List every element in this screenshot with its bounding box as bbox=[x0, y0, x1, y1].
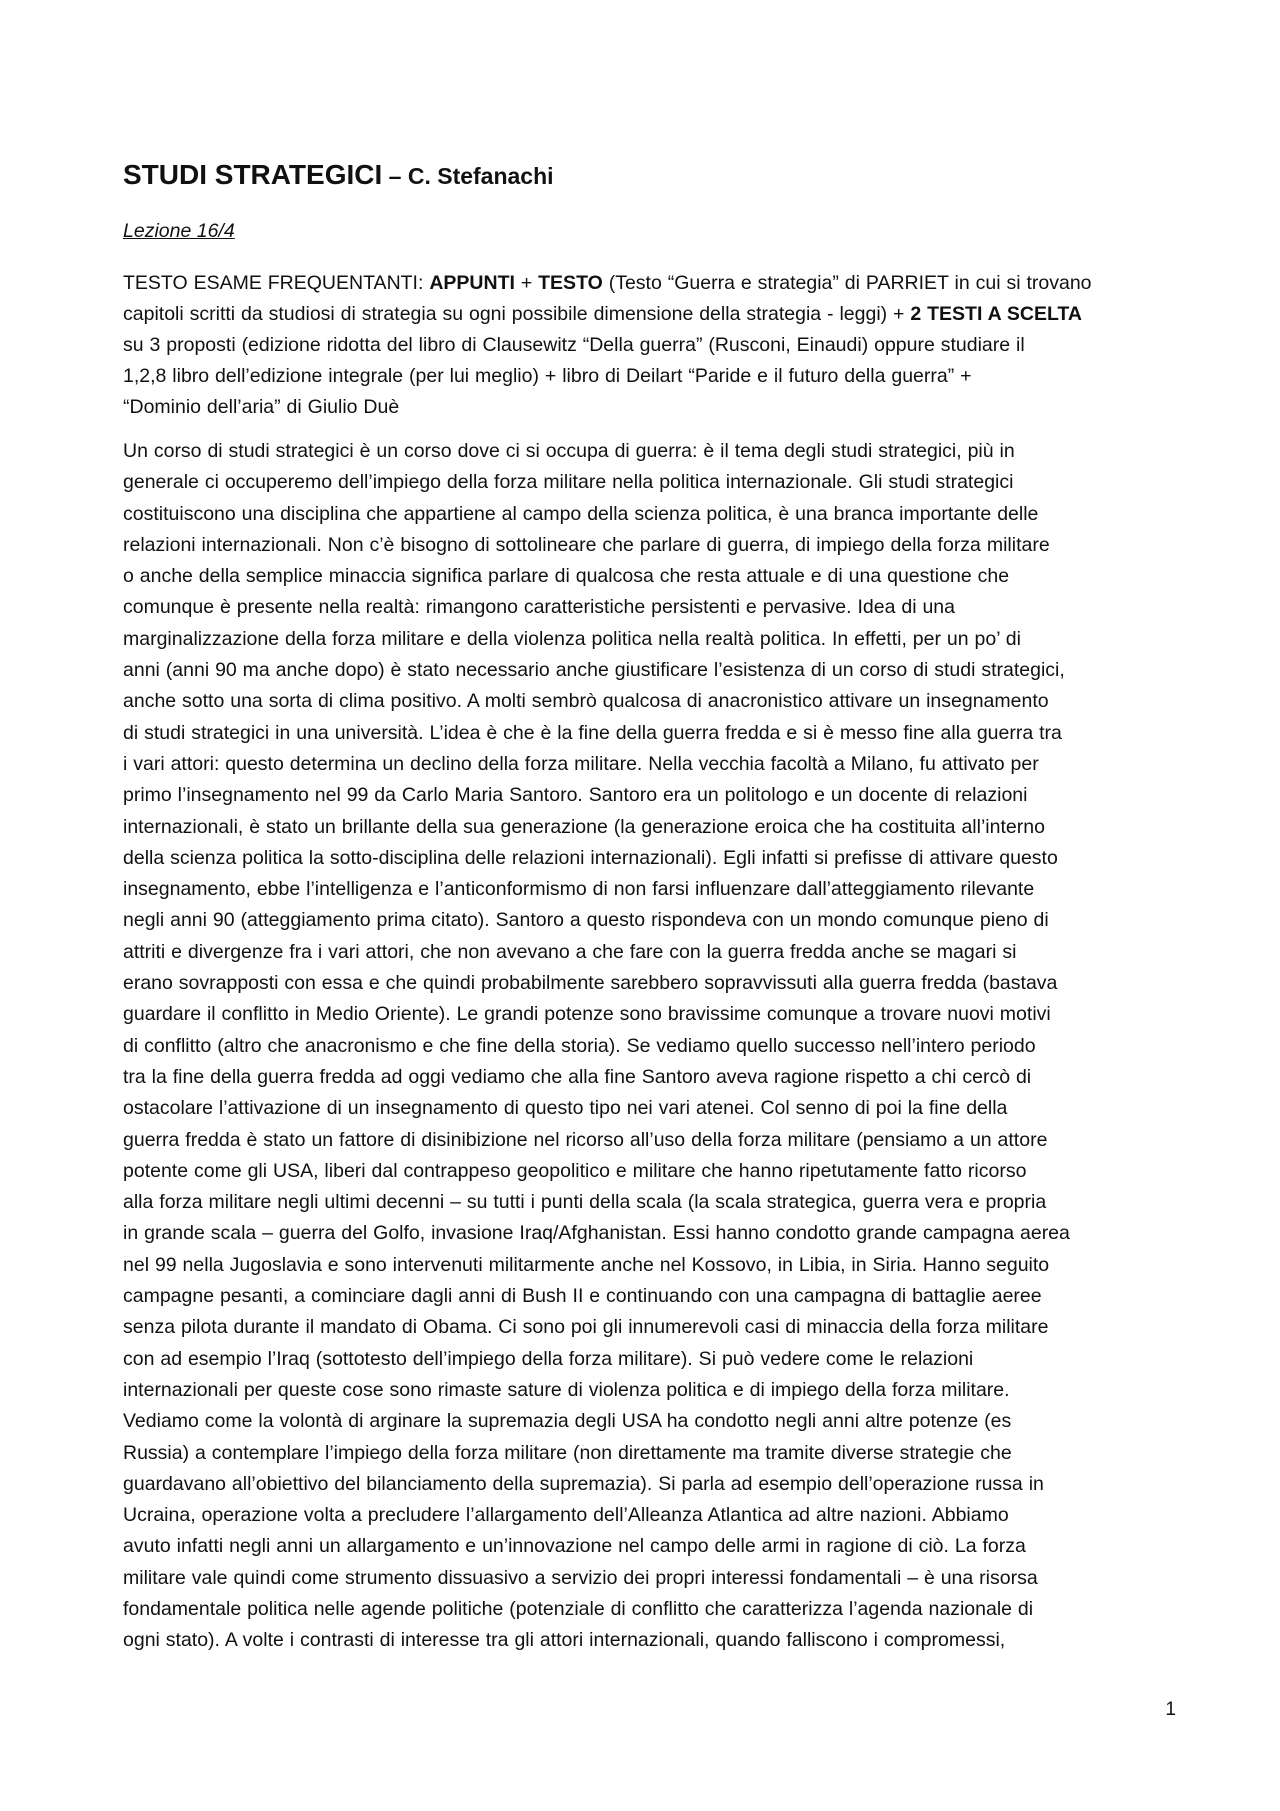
body-line: avuto infatti negli anni un allargamento e un’innovazione nel campo delle armi in ragione di ciò. La forza bbox=[123, 1535, 1026, 1558]
body-line: primo l’insegnamento nel 99 da Carlo Maria Santoro. Santoro era un politologo e un docente di relazioni bbox=[123, 784, 1028, 807]
body-paragraph bbox=[123, 436, 1173, 1657]
body-line: anni (anni 90 ma anche dopo) è stato necessario anche giustificare l’esistenza di un corso di studi strategici, bbox=[123, 659, 1065, 682]
page-number: 1 bbox=[1165, 1699, 1176, 1720]
exam-text-plus: + bbox=[514, 272, 539, 294]
exam-text-intro: TESTO ESAME FREQUENTANTI: bbox=[123, 272, 430, 294]
exam-texts-paragraph bbox=[123, 268, 1173, 423]
exam-line-4: 1,2,8 libro dell’edizione integrale (per lui meglio) + libro di Deilart “Paride e il futuro della guerra” + bbox=[123, 365, 972, 387]
body-line: comunque è presente nella realtà: rimangono caratteristiche persistenti e pervasive. Idea di una bbox=[123, 596, 955, 619]
body-line: militare vale quindi come strumento dissuasivo a servizio dei propri interessi fondamentali – è una risorsa bbox=[123, 1566, 1038, 1589]
body-line: alla forza militare negli ultimi decenni – su tutti i punti della scala (la scala strategica, guerra vera e propria bbox=[123, 1191, 1047, 1214]
body-line: guardavano all’obiettivo del bilanciamento della supremazia). Si parla ad esempio dell’operazione russa in bbox=[123, 1472, 1044, 1495]
body-line: Un corso di studi strategici è un corso dove ci si occupa di guerra: è il tema degli studi strategici, più in bbox=[123, 440, 1015, 462]
body-line: ostacolare l’attivazione di un insegnamento di questo tipo nei vari atenei. Col senno di poi la fine della bbox=[123, 1097, 1008, 1120]
body-line: Russia) a contemplare l’impiego della forza militare (non direttamente ma tramite diverse strategie che bbox=[123, 1441, 1012, 1464]
body-line: Ucraina, operazione volta a precludere l’allargamento dell’Alleanza Atlantica ad altre nazioni. Abbiamo bbox=[123, 1504, 1009, 1527]
body-line: di conflitto (altro che anacronismo e che fine della storia). Se vediamo quello successo nell’intero periodo bbox=[123, 1034, 1036, 1057]
exam-line-3: su 3 proposti (edizione ridotta del libro di Clausewitz “Della guerra” (Rusconi, Einaudi) oppure studiare il bbox=[123, 334, 1025, 356]
body-line: Vediamo come la volontà di arginare la supremazia degli USA ha condotto negli anni altre potenze (es bbox=[123, 1410, 1012, 1433]
body-line: internazionali per queste cose sono rimaste sature di violenza politica e di impiego della forza militare. bbox=[123, 1378, 1010, 1401]
body-line: i vari attori: questo determina un declino della forza militare. Nella vecchia facoltà a Milano, fu attivato per bbox=[123, 752, 1039, 775]
body-line: insegnamento, ebbe l’intelligenza e l’anticonformismo di non farsi influenzare dall’atteggiamento rilevante bbox=[123, 878, 1035, 901]
body-line: fondamentale politica nelle agende politiche (potenziale di conflitto che caratterizza l’agenda nazionale di bbox=[123, 1597, 1034, 1620]
body-line: con ad esempio l’Iraq (sottotesto dell’impiego della forza militare). Si può vedere come le relazioni bbox=[123, 1347, 974, 1370]
body-line: generale ci occuperemo dell’impiego della forza militare nella politica internazionale. Gli studi strategici bbox=[123, 471, 1014, 494]
exam-line-1 bbox=[123, 268, 1173, 299]
exam-line-5: “Dominio dell’aria” di Giulio Duè bbox=[123, 396, 400, 418]
document-title bbox=[123, 158, 554, 193]
body-line: tra la fine della guerra fredda ad oggi vediamo che alla fine Santoro aveva ragione rispetto a chi cercò di bbox=[123, 1065, 1032, 1088]
body-line: potente come gli USA, liberi dal contrappeso geopolitico e militare che hanno ripetutamente fatto ricorso bbox=[123, 1159, 1027, 1182]
body-line: anche sotto una sorta di clima positivo. A molti sembrò qualcosa di anacronistico attivare un insegnamento bbox=[123, 690, 1049, 713]
body-line: di studi strategici in una università. L’idea è che è la fine della guerra fredda e si è messo fine alla guerra tra bbox=[123, 721, 1062, 744]
body-line: campagne pesanti, a cominciare dagli anni di Bush II e continuando con una campagna di battaglie aeree bbox=[123, 1285, 1042, 1308]
body-line: costituiscono una disciplina che appartiene al campo della scienza politica, è una branca importante delle bbox=[123, 502, 1039, 525]
body-line: guardare il conflitto in Medio Oriente). Le grandi potenze sono bravissime comunque a trovare nuovi motivi bbox=[123, 1003, 1051, 1026]
exam-text-bold-appunti: APPUNTI bbox=[429, 272, 515, 294]
body-line: marginalizzazione della forza militare e della violenza politica nella realtà politica. In effetti, per un po’ di bbox=[123, 627, 1021, 650]
exam-line-2 bbox=[123, 299, 1173, 330]
title-main: STUDI STRATEGICI bbox=[123, 159, 383, 190]
body-line: o anche della semplice minaccia significa parlare di qualcosa che resta attuale e di una questione che bbox=[123, 565, 1010, 588]
body-line: guerra fredda è stato un fattore di disinibizione nel ricorso all’uso della forza militare (pensiamo a un attore bbox=[123, 1128, 1048, 1151]
exam-text-chapters: capitoli scritti da studiosi di strategia su ogni possibile dimensione della strategia - leggi) + bbox=[123, 303, 911, 325]
exam-text-bold-choice: 2 TESTI A SCELTA bbox=[910, 303, 1082, 325]
body-line: internazionali, è stato un brillante della sua generazione (la generazione eroica che ha costituita all’interno bbox=[123, 815, 1045, 838]
body-line: della scienza politica la sotto-disciplina delle relazioni internazionali). Egli infatti si prefisse di attivare questo bbox=[123, 846, 1058, 869]
body-line: erano sovrapposti con essa e che quindi probabilmente sarebbero sopravvissuti alla guerra fredda (bastava bbox=[123, 972, 1058, 995]
exam-text-book: (Testo “Guerra e strategia” di PARRIET in cui si trovano bbox=[602, 272, 1092, 294]
body-line: relazioni internazionali. Non c’è bisogno di sottolineare che parlare di guerra, di impiego della forza militare bbox=[123, 533, 1050, 556]
exam-text-bold-testo: TESTO bbox=[538, 272, 603, 294]
body-line: ogni stato). A volte i contrasti di interesse tra gli attori internazionali, quando falliscono i compromessi, bbox=[123, 1629, 1006, 1652]
body-line: senza pilota durante il mandato di Obama. Ci sono poi gli innumerevoli casi di minaccia della forza militare bbox=[123, 1316, 1049, 1339]
body-line: negli anni 90 (atteggiamento prima citato). Santoro a questo rispondeva con un mondo comunque pieno di bbox=[123, 909, 1049, 932]
body-line: nel 99 nella Jugoslavia e sono intervenuti militarmente anche nel Kossovo, in Libia, in Siria. Hanno seguito bbox=[123, 1253, 1050, 1276]
body-line: in grande scala – guerra del Golfo, invasione Iraq/Afghanistan. Essi hanno condotto grande campagna aerea bbox=[123, 1222, 1070, 1245]
lesson-label: Lezione 16/4 bbox=[123, 220, 235, 242]
title-author: – C. Stefanachi bbox=[382, 163, 554, 189]
body-line: attriti e divergenze fra i vari attori, che non avevano a che fare con la guerra fredda anche se magari si bbox=[123, 940, 1017, 963]
